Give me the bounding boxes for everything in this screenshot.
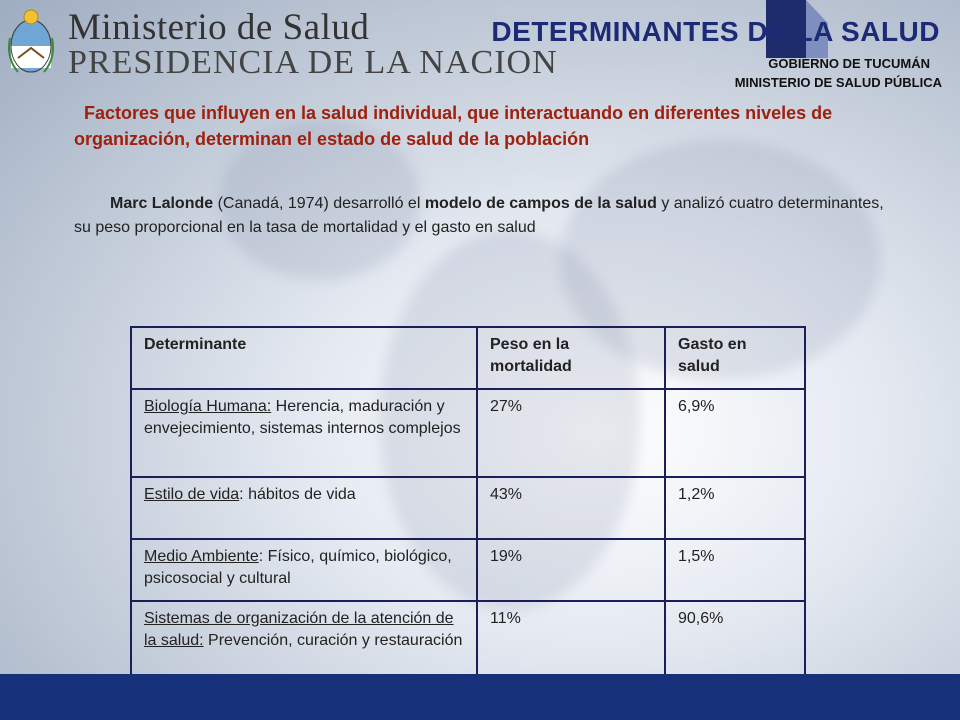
column-header: Gasto en salud [665, 327, 805, 389]
spending-cell: 6,9% [665, 389, 805, 477]
determinant-label: Biología Humana: [144, 398, 272, 415]
table-row [131, 389, 805, 477]
mortality-cell: 43% [477, 477, 665, 539]
spending-cell: 1,2% [665, 477, 805, 539]
determinant-label: Estilo de vida [144, 486, 240, 503]
lalonde-paragraph [74, 192, 904, 240]
determinant-desc: : hábitos de vida [239, 486, 356, 503]
table-header-row [131, 327, 805, 389]
determinants-table [130, 326, 806, 686]
page-title: DETERMINANTES DE LA SALUD [491, 16, 940, 47]
intro-text: Factores que influyen en la salud individual, que interactuando en diferentes niveles de organización, determinan el estado de salud de la población [74, 103, 833, 149]
spending-cell: 1,5% [665, 539, 805, 601]
determinant-cell [131, 477, 477, 539]
paragraph-text: (Canadá, 1974) desarrolló el [213, 195, 425, 212]
determinant-cell [131, 601, 477, 685]
spending-cell: 90,6% [665, 601, 805, 685]
ministry-label: MINISTERIO DE SALUD PÚBLICA [734, 75, 942, 90]
author-name: Marc Lalonde [110, 195, 214, 212]
model-name: modelo de campos de la salud [424, 195, 657, 212]
header [0, 0, 960, 95]
ministry-name: Ministerio de Salud [68, 7, 370, 48]
national-crest-icon [8, 8, 54, 76]
determinant-desc: : Físico, químico, biológico, psicosocial y cultural [144, 548, 452, 587]
determinant-cell [131, 389, 477, 477]
table-row [131, 601, 805, 685]
government-label: GOBIERNO DE TUCUMÁN [768, 56, 930, 71]
mortality-cell: 19% [477, 539, 665, 601]
determinant-cell [131, 539, 477, 601]
paragraph-text: y analizó cuatro determinantes, su peso proporcional en la tasa de mortalidad y el gasto en salud [74, 195, 884, 236]
determinant-label: Medio Ambiente [144, 548, 259, 565]
mortality-cell: 27% [477, 389, 665, 477]
mortality-cell: 11% [477, 601, 665, 685]
table-row [131, 539, 805, 601]
table-row [131, 477, 805, 539]
determinant-label: Sistemas de organización de la atención de la salud: [144, 610, 454, 649]
footer-bar [0, 674, 960, 720]
column-header: Peso en la mortalidad [477, 327, 665, 389]
determinant-desc: Prevención, curación y restauración [203, 632, 463, 649]
column-header: Determinante [131, 327, 477, 389]
determinant-desc: Herencia, maduración y envejecimiento, sistemas internos complejos [144, 398, 461, 437]
presidency-name: PRESIDENCIA DE LA NACION [68, 44, 558, 81]
